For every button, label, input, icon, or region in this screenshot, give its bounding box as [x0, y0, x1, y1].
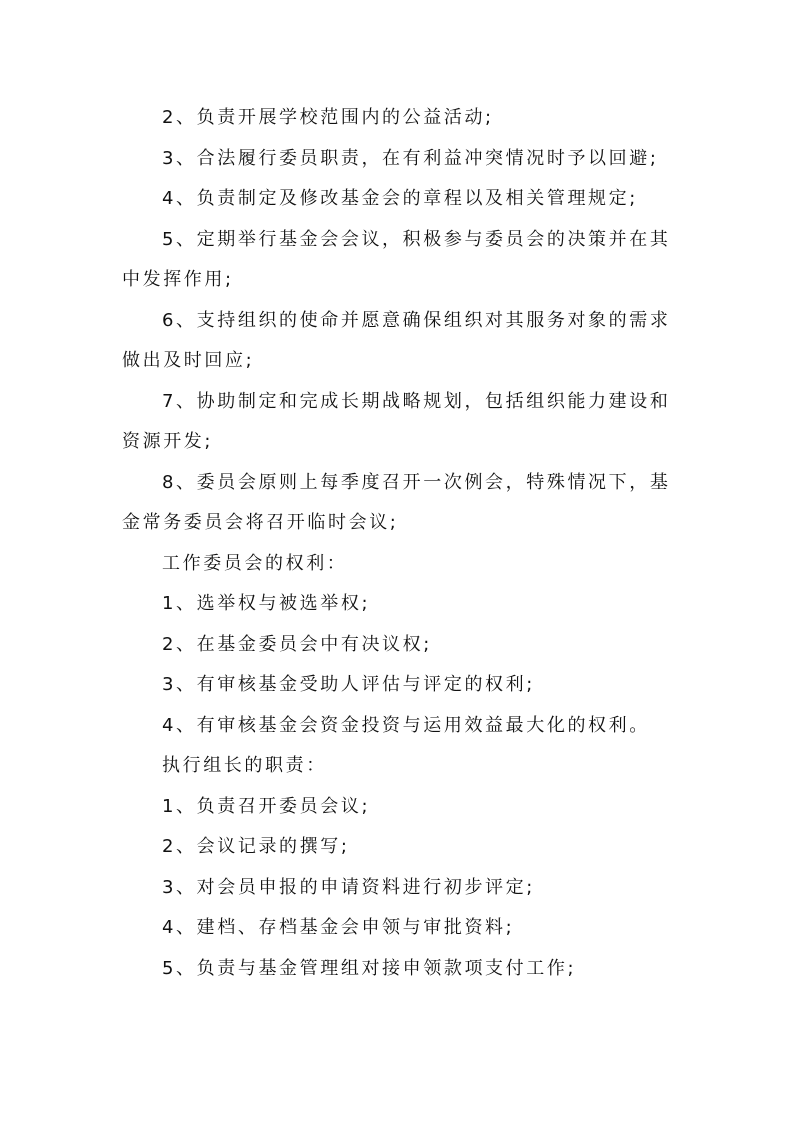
- paragraph-leader-duty-2: 2、会议记录的撰写;: [162, 836, 350, 857]
- paragraph-right-1: 1、选举权与被选举权;: [162, 593, 371, 614]
- section-heading-leader-duties: 执行组长的职责：: [162, 755, 327, 776]
- section-heading-committee-rights: 工作委员会的权利：: [162, 552, 348, 574]
- paragraph-duty-2: 2、负责开展学校范围内的公益活动;: [162, 107, 494, 128]
- paragraph-right-3: 3、有审核基金受助人评估与评定的权利;: [162, 674, 535, 695]
- paragraph-leader-duty-3: 3、对会员申报的申请资料进行初步评定;: [162, 876, 535, 898]
- paragraph-duty-6: 6、支持组织的使命并愿意确保组织对其服务对象的需求做出及时回应;: [122, 309, 671, 371]
- paragraph-right-2: 2、在基金委员会中有决议权;: [162, 633, 432, 655]
- paragraph-duty-3: 3、合法履行委员职责，在有利益冲突情况时予以回避;: [162, 147, 659, 169]
- paragraph-right-4: 4、有审核基金会资金投资与运用效益最大化的权利。: [162, 714, 650, 736]
- paragraph-leader-duty-5: 5、负责与基金管理组对接申领款项支付工作;: [162, 957, 577, 979]
- paragraph-duty-5: 5、定期举行基金会会议，积极参与委员会的决策并在其中发挥作用;: [122, 228, 671, 290]
- paragraph-duty-4: 4、负责制定及修改基金会的章程以及相关管理规定;: [162, 188, 638, 209]
- paragraph-leader-duty-1: 1、负责召开委员会议;: [162, 795, 371, 817]
- paragraph-leader-duty-4: 4、建档、存档基金会申领与审批资料;: [162, 917, 515, 938]
- document-body: [122, 98, 674, 989]
- paragraph-duty-8: 8、委员会原则上每季度召开一次例会，特殊情况下，基金常务委员会将召开临时会议;: [122, 471, 671, 533]
- paragraph-duty-7: 7、协助制定和完成长期战略规划，包括组织能力建设和资源开发;: [122, 390, 671, 452]
